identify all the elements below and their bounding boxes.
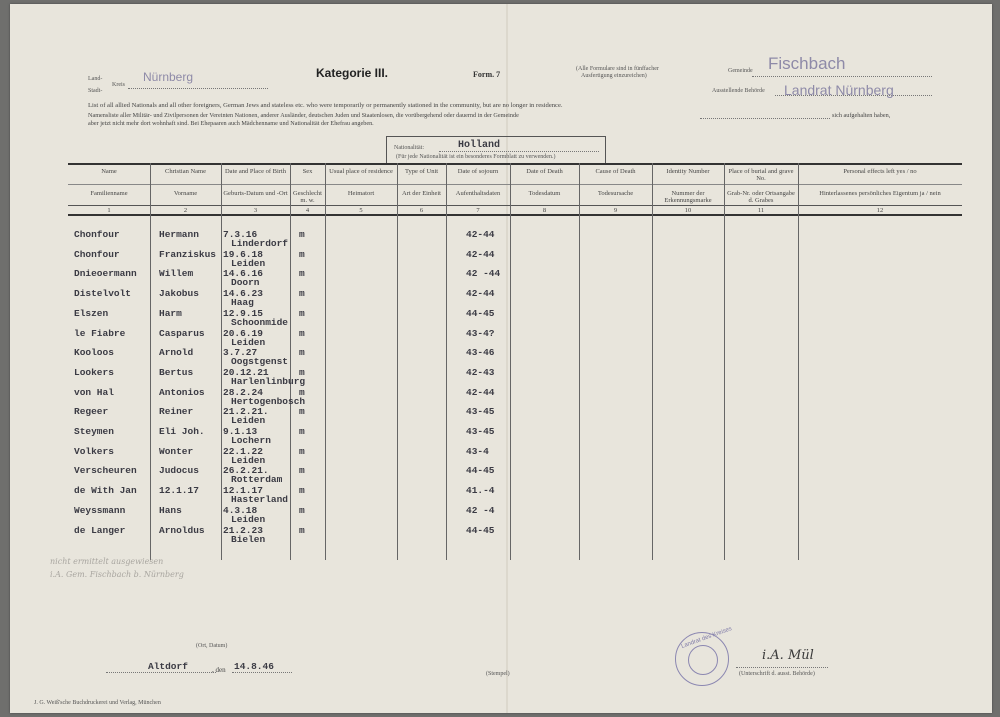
row-sojourn: 43-4: [466, 445, 489, 457]
row-first-name: Judocus: [159, 465, 199, 477]
row-sex: m: [299, 347, 305, 359]
row-sex: m: [299, 248, 305, 260]
column-number: 5: [359, 207, 363, 214]
gemeinde-fill-line: [700, 118, 830, 119]
nationality-value: Holland: [458, 140, 501, 151]
row-birth-date: 22.1.22: [223, 445, 263, 457]
row-name: von Hal: [74, 386, 114, 398]
row-name: Lookers: [74, 366, 114, 378]
place-line: [106, 672, 216, 673]
column-number: 7: [476, 207, 480, 214]
nationality-label: Nationalität:: [394, 145, 424, 151]
ort-datum-label: (Ort, Datum): [196, 643, 228, 649]
column-number: 4: [305, 207, 310, 214]
row-birth-place: Bielen: [231, 533, 266, 545]
row-sex: m: [299, 327, 305, 339]
row-birth-place: Harlenlinburg: [231, 375, 306, 387]
row-birth-date: 12.9.15: [223, 307, 263, 319]
row-first-name: Jakobus: [159, 288, 199, 300]
copies-note-2: Ausfertigung einzureichen): [581, 73, 647, 79]
column-number: 9: [613, 207, 618, 214]
table-number-rule: [68, 214, 962, 216]
row-sojourn: 43-46: [466, 347, 495, 359]
stamp-emblem: [688, 645, 718, 675]
intro-german-1: Namensliste aller Militär- und Zivilpersonen der Vereinten Nationen, anderer Ausländer, deutschen Juden und Staatenlosen, die vorübergehend oder dauernd in der Gemeinde: [88, 112, 519, 119]
row-sex: m: [299, 465, 305, 477]
row-name: Steymen: [74, 426, 114, 437]
row-birth-date: 3.7.27: [223, 347, 258, 359]
row-first-name: Reiner: [159, 406, 194, 418]
row-sex: m: [299, 366, 305, 378]
place-value: Altdorf: [148, 661, 188, 672]
table-top-rule: [68, 163, 962, 165]
row-birth-date: 14.6.23: [223, 288, 263, 300]
column-header-de: Vorname: [173, 190, 198, 197]
column-header-en: Christian Name: [165, 168, 206, 175]
row-name: Dnieoermann: [74, 268, 137, 280]
column-header-de: Geschlecht m. w.: [293, 190, 322, 204]
stadt-label: Stadt-: [88, 88, 103, 94]
row-name: Verscheuren: [74, 465, 137, 477]
row-first-name: 12.1.17: [159, 485, 199, 497]
row-birth-place: Oogstgenst: [231, 356, 289, 368]
column-divider: [397, 163, 398, 560]
row-first-name: Arnold: [159, 347, 194, 359]
signature: i.A. Mül: [762, 648, 814, 663]
column-header-en: Date of sojourn: [457, 168, 499, 175]
column-header-de: Art der Einheit: [402, 190, 441, 197]
row-first-name: Arnoldus: [159, 524, 205, 536]
land-label: Land-: [88, 76, 103, 82]
row-sojourn: 42-44: [466, 248, 495, 260]
row-sex: m: [299, 406, 305, 418]
row-name: Volkers: [74, 445, 114, 457]
row-birth-date: 21.2.21.: [223, 406, 269, 418]
category-title: Kategorie III.: [316, 66, 389, 80]
row-sojourn: 43-4?: [466, 327, 495, 339]
row-name: Weyssmann: [74, 504, 126, 516]
row-sex: m: [299, 288, 305, 300]
column-header-en: Sex: [302, 168, 313, 175]
column-header-de: Nummer der Erkennungsmarke: [664, 190, 712, 204]
printer-imprint: J. G. Weiß'sche Buchdruckerei und Verlag, München: [34, 700, 161, 706]
row-birth-date: 12.1.17: [223, 485, 263, 497]
row-birth-date: 26.2.21.: [223, 465, 269, 477]
column-divider: [798, 163, 799, 560]
intro-german-2: aber jetzt nicht mehr dort wohnhaft sind. Bei Ehepaaren auch Mädchenname und Nationalität der Ehefrau angeben.: [88, 120, 374, 127]
column-number: 11: [757, 207, 765, 214]
form-number: Form. 7: [473, 70, 501, 79]
column-number: 3: [253, 207, 258, 214]
row-sex: m: [299, 426, 305, 437]
row-name: Chonfour: [74, 229, 120, 240]
column-header-de: Aufenthaltsdaten: [455, 190, 501, 197]
row-name: Chonfour: [74, 248, 120, 260]
row-sex: m: [299, 386, 305, 398]
column-header-de: Todesdatum: [528, 190, 561, 197]
row-birth-place: Linderdorf: [231, 238, 289, 249]
column-divider: [652, 163, 653, 560]
row-birth-date: 7.3.16: [223, 229, 258, 240]
document-page: [10, 4, 992, 713]
column-number: 10: [684, 207, 692, 214]
column-header-en: Place of burial and grave No.: [728, 168, 794, 182]
column-divider: [290, 163, 291, 560]
row-first-name: Harm: [159, 307, 182, 319]
row-birth-date: 20.6.19: [223, 327, 263, 339]
row-sex: m: [299, 445, 305, 457]
den-text: , den: [212, 666, 226, 674]
row-birth-date: 9.1.13: [223, 426, 258, 437]
row-birth-place: Leiden: [231, 257, 266, 269]
row-birth-place: Rotterdam: [231, 474, 283, 486]
row-birth-place: Leiden: [231, 513, 266, 525]
row-sojourn: 44-45: [466, 307, 495, 319]
column-divider: [446, 163, 447, 560]
row-birth-place: Hertogenbosch: [231, 395, 306, 407]
row-sojourn: 42-44: [466, 386, 495, 398]
table-header-bottom: [68, 205, 962, 206]
row-name: Kooloos: [74, 347, 114, 359]
row-birth-place: Leiden: [231, 415, 266, 427]
row-sex: m: [299, 229, 305, 240]
column-header-en: Identity Number: [666, 168, 710, 175]
column-number: 6: [419, 207, 424, 214]
fold-line: [506, 4, 508, 713]
row-sojourn: 44-45: [466, 524, 495, 536]
row-birth-date: 20.12.21: [223, 366, 269, 378]
intro-english: List of all allied Nationals and all other foreigners, German Jews and stateless etc. who were temporarily or permanently stationed in the community, but are no longer in residence.: [88, 102, 563, 109]
behoerde-label: Ausstellende Behörde: [712, 88, 765, 94]
nationality-box: [386, 136, 606, 165]
intro-german-1-end: sich aufgehalten haben,: [832, 112, 891, 119]
row-birth-place: Lochern: [231, 435, 271, 446]
copies-note-1: (Alle Formulare sind in fünffacher: [576, 66, 659, 72]
row-name: de Langer: [74, 524, 126, 536]
row-sex: m: [299, 268, 305, 280]
column-divider: [150, 163, 151, 560]
row-name: le Fiabre: [74, 327, 126, 339]
row-sojourn: 44-45: [466, 465, 495, 477]
row-birth-date: 28.2.24: [223, 386, 263, 398]
row-sojourn: 43-45: [466, 406, 495, 418]
row-name: Distelvolt: [74, 288, 132, 300]
row-sex: m: [299, 524, 305, 536]
column-header-de: Todesursache: [597, 190, 634, 197]
column-header-en: Date of Death: [526, 168, 563, 175]
column-divider: [221, 163, 222, 560]
column-header-de: Geburts-Datum und -Ort: [223, 190, 288, 197]
column-header-en: Date and Place of Birth: [224, 168, 286, 175]
row-first-name: Antonios: [159, 386, 205, 398]
row-first-name: Casparus: [159, 327, 205, 339]
row-first-name: Eli Joh.: [159, 426, 205, 437]
kreis-line: [128, 88, 268, 89]
row-sojourn: 42 -4: [466, 504, 495, 516]
column-header-en: Name: [101, 168, 117, 175]
row-birth-date: 14.6.16: [223, 268, 263, 280]
table-header-divider: [68, 184, 962, 185]
row-first-name: Hans: [159, 504, 182, 516]
row-first-name: Bertus: [159, 366, 194, 378]
row-birth-date: 19.6.18: [223, 248, 263, 260]
row-birth-place: Doorn: [231, 277, 260, 289]
city-stamp: Nürnberg: [143, 70, 194, 84]
row-sojourn: 42-44: [466, 288, 495, 300]
row-birth-place: Leiden: [231, 454, 266, 466]
column-divider: [510, 163, 511, 560]
row-birth-place: Schoonmide: [231, 316, 289, 328]
kreis-label: Kreis: [112, 82, 125, 88]
official-round-stamp: [675, 626, 733, 686]
column-header-de: Grab-Nr. oder Ortsangabe d. Grabes: [727, 190, 795, 204]
row-birth-place: Leiden: [231, 336, 266, 348]
row-sojourn: 41.-4: [466, 485, 495, 497]
column-header-en: Cause of Death: [595, 168, 636, 175]
row-sojourn: 42-43: [466, 366, 495, 378]
row-name: de With Jan: [74, 485, 137, 497]
column-divider: [579, 163, 580, 560]
column-number: 1: [107, 207, 111, 214]
row-first-name: Willem: [159, 268, 194, 280]
round-stamp-text: Landrat des Kreises: [680, 626, 733, 650]
row-name: Elszen: [74, 307, 109, 319]
nationality-line: [439, 151, 599, 152]
column-header-de: Heimatort: [347, 190, 375, 197]
gemeinde-line: [752, 76, 932, 77]
row-birth-place: Haag: [231, 297, 254, 309]
column-header-de: Hinterlassenes persönliches Eigentum ja / nein: [819, 190, 941, 197]
signature-line: [736, 667, 828, 668]
row-sojourn: 42-44: [466, 229, 495, 240]
column-header-en: Type of Unit: [404, 168, 439, 175]
nationality-note: (Für jede Nationalität ist ein besonderes Formblatt zu verwenden.): [396, 154, 556, 160]
column-number: 12: [876, 207, 884, 214]
row-first-name: Wonter: [159, 445, 194, 457]
row-sojourn: 43-45: [466, 426, 495, 437]
date-line: [232, 672, 292, 673]
column-number: 8: [542, 207, 547, 214]
row-sex: m: [299, 307, 305, 319]
row-sojourn: 42 -44: [466, 268, 501, 280]
column-divider: [724, 163, 725, 560]
behoerde-stamp: Landrat Nürnberg: [784, 82, 894, 98]
pencil-note-1: nicht ermittelt ausgewiesen: [50, 557, 164, 566]
stempel-label: (Stempel): [486, 671, 510, 677]
column-divider: [325, 163, 326, 560]
column-header-de: Familienname: [90, 190, 128, 197]
row-first-name: Franziskus: [159, 248, 217, 260]
column-number: 2: [183, 207, 188, 214]
unterschrift-label: (Unterschrift d. ausst. Behörde): [739, 671, 815, 677]
gemeinde-stamp: Fischbach: [768, 54, 846, 73]
gemeinde-label: Gemeinde: [728, 68, 753, 74]
date-value: 14.8.46: [234, 661, 274, 672]
row-name: Regeer: [74, 406, 109, 418]
column-header-en: Usual place of residence: [329, 168, 393, 175]
row-birth-date: 21.2.23: [223, 524, 263, 536]
row-sex: m: [299, 485, 305, 497]
column-header-en: Personal effects left yes / no: [843, 168, 917, 175]
row-sex: m: [299, 504, 305, 516]
row-birth-place: Hasterland: [231, 494, 289, 506]
row-birth-date: 4.3.18: [223, 504, 258, 516]
pencil-note-2: i.A. Gem. Fischbach b. Nürnberg: [50, 570, 184, 579]
row-first-name: Hermann: [159, 229, 199, 240]
